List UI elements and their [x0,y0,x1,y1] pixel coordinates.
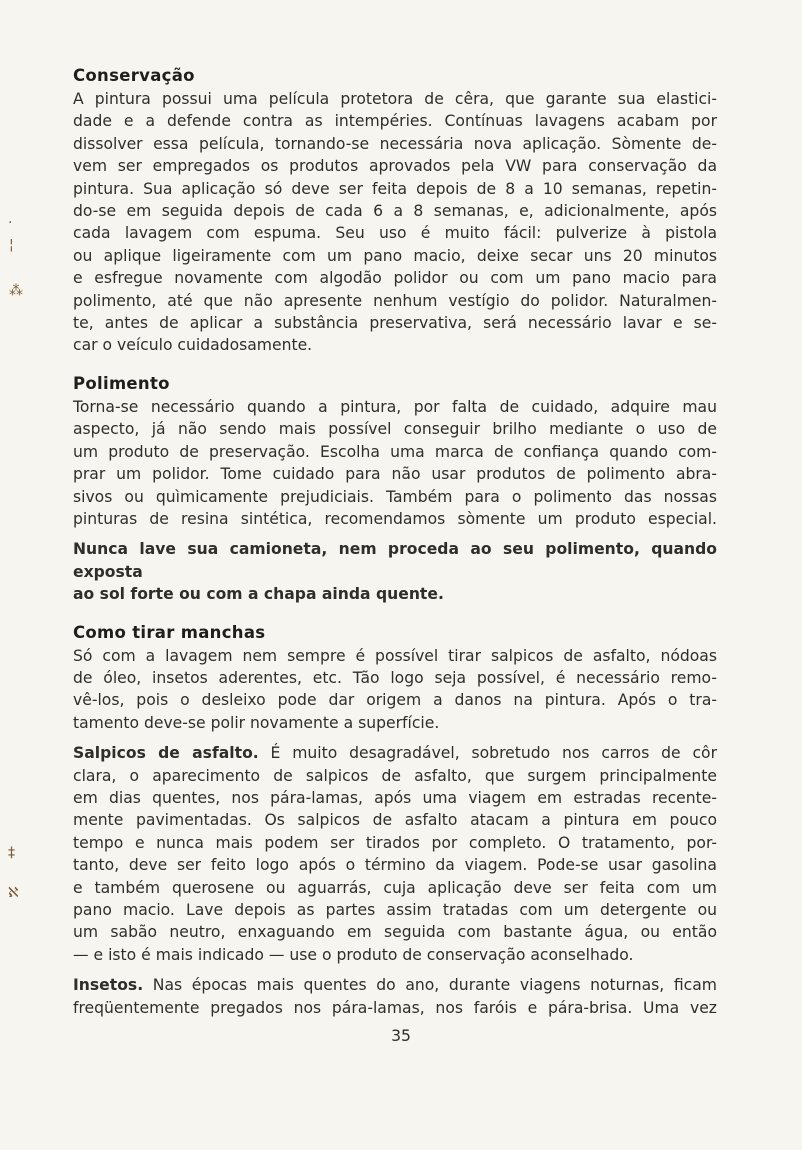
text-line: — e isto é mais indicado — use o produto de conservação aconselhado. [73,945,634,964]
text-line [73,974,717,996]
text-line: polimento, até que não apresente nenhum vestígio do polidor. Naturalmen- [73,291,717,310]
section-heading: Conservação [73,66,195,85]
text-line: um sabão neutro, enxaguando em seguida com bastante água, ou então [73,923,717,942]
scan-speck-icon: ℵ [8,885,19,901]
text-line: tamento deve-se polir novamente a superfície. [73,713,440,732]
text-line: A pintura possui uma película protetora de cêra, que garante sua elastici- [73,90,717,108]
text-line: freqüentemente pregados nos pára-lamas, nos faróis e pára-brisa. Uma vez [73,998,717,1017]
page-body [73,66,717,1019]
text-line: aspecto, já não sendo mais possível conseguir brilho mediante o uso de [73,420,717,439]
scan-speck-icon: ⁂ [9,283,23,299]
scan-speck-icon: ¦ [9,237,14,253]
section-conservacao [73,66,717,357]
text-line: Torna-se necessário quando a pintura, por falta de cuidado, adquire mau [73,397,717,416]
warning-paragraph [73,538,717,605]
text-line: clara, o aparecimento de salpicos de asfalto, que surgem principalmente [73,766,717,785]
scan-speck-icon: · [8,215,13,231]
text-line: pinturas de resina sintética, recomendamos sòmente um produto especial. [73,509,717,528]
section-polimento [73,374,717,606]
section-heading: Como tirar manchas [73,622,266,642]
text-line: prar um polidor. Tome cuidado para não usar produtos de polimento abra- [73,465,717,484]
text-line: do-se em seguida depois de cada 6 a 8 semanas, e, adicionalmente, após [73,202,717,221]
paragraph-salpicos [73,742,717,966]
text-line: dissolver essa película, tornando-se necessária nova aplicação. Sòmente de- [73,134,717,153]
text-line: sivos ou quìmicamente prejudiciais. Também para o polimento das nossas [73,487,717,506]
text-line [73,742,717,764]
paragraph-insetos [73,974,717,1019]
text-line: cada lavagem com espuma. Seu uso é muito fácil: pulverize à pistola [73,224,717,243]
text-line: vê-los, pois o desleixo pode dar origem a danos na pintura. Após o tra- [73,691,717,710]
paragraph-lead: Salpicos de asfalto. [73,744,259,763]
text-line: ao sol forte ou com a chapa ainda quente. [73,585,444,604]
paragraph [73,396,717,530]
text-line: em dias quentes, nos pára-lamas, após uma viagem em estradas recente- [73,788,717,807]
paragraph [73,88,717,357]
text-line: Nunca lave sua camioneta, nem proceda ao seu polimento, quando exposta [73,540,717,581]
text-line: e esfregue novamente com algodão polidor ou com um pano macio para [73,269,717,288]
text-line: de óleo, insetos aderentes, etc. Tão logo seja possível, é necessário remo- [73,668,717,687]
text-line: Só com a lavagem nem sempre é possível tirar salpicos de asfalto, nódoas [73,646,717,665]
paragraph-lead: Insetos. [73,976,144,995]
text-line: car o veículo cuidadosamente. [73,336,313,355]
text-line: ou aplique ligeiramente com um pano macio, deixe secar uns 20 minutos [73,246,717,265]
text-line: tanto, deve ser feito logo após o término da viagem. Pode-se usar gasolina [73,856,717,875]
text-line: tempo e nunca mais podem ser tirados por completo. O tratamento, por- [73,833,717,852]
page-number: 35 [391,1027,411,1045]
section-heading: Polimento [73,373,170,393]
text-line: dade e a defende contra as intempéries. Contínuas lavagens acabam por [73,112,717,131]
text-line: vem ser empregados os produtos aprovados pela VW para conservação da [73,157,717,176]
text-line: mente pavimentadas. Os salpicos de asfalto atacam a pintura em pouco [73,811,717,830]
text-run: Nas épocas mais quentes do ano, durante viagens noturnas, ficam [143,976,717,995]
scan-speck-icon: ‡ [8,845,15,861]
text-run: É muito desagradável, sobretudo nos carros de côr [258,744,717,763]
text-line: um produto de preservação. Escolha uma marca de confiança quando com- [73,442,717,461]
text-line: te, antes de aplicar a substância preservativa, será necessário lavar e se- [73,314,717,333]
text-line: e também querosene ou aguarrás, cuja aplicação deve ser feita com um [73,878,717,897]
text-line: pano macio. Lave depois as partes assim tratadas com um detergente ou [73,901,717,919]
paragraph [73,645,717,735]
section-como-tirar-manchas [73,623,717,1020]
text-line: pintura. Sua aplicação só deve ser feita depois de 8 a 10 semanas, repetin- [73,179,717,198]
